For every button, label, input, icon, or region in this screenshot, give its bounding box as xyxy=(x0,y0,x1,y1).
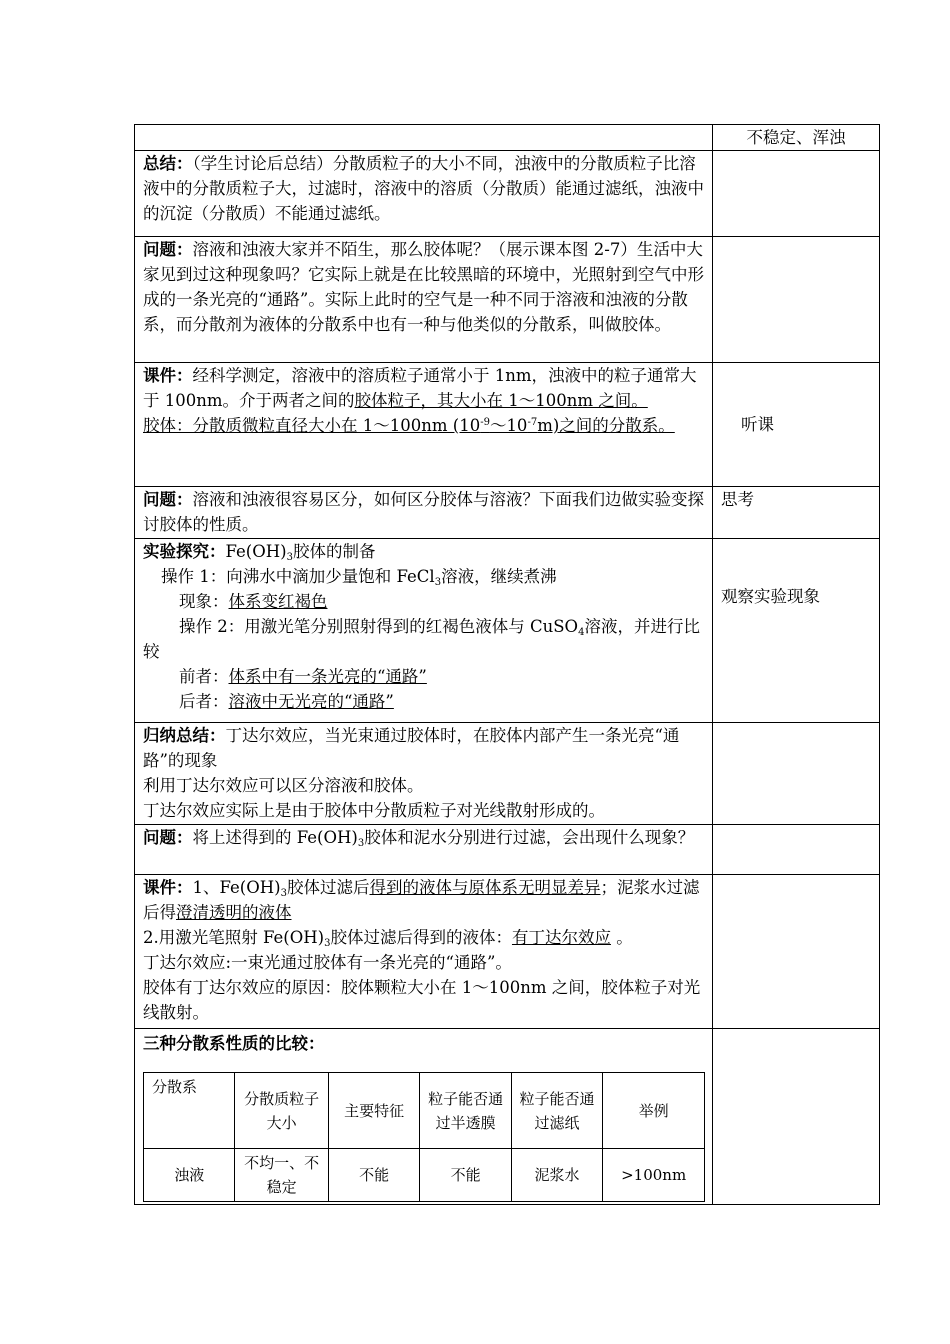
courseware-2-l1-b: 胶体过滤后 xyxy=(286,878,370,897)
row-experiment xyxy=(135,539,880,723)
experiment-title-b: 胶体的制备 xyxy=(292,542,376,561)
phenomenon-text: 体系变红褐色 xyxy=(228,592,328,611)
cell-suspension-example: >100nm xyxy=(603,1149,705,1202)
summary-label: 总结： xyxy=(143,154,193,173)
question-1-label: 问题： xyxy=(143,240,193,259)
latter-text: 溶液中无光亮的“通路” xyxy=(228,692,394,711)
courseware-2-l2-c: 。 xyxy=(610,928,633,947)
courseware-2-l1-a: 1、Fe(OH) xyxy=(192,878,281,897)
colloid-def-a: 胶体：分散质微粒直径大小在 1～100nm (10 xyxy=(143,416,481,435)
experiment-right xyxy=(713,539,880,723)
courseware-2-l2-b: 胶体过滤后得到的液体： xyxy=(330,928,512,947)
experiment-title-sub: 3 xyxy=(286,552,293,563)
row-summary xyxy=(135,151,880,237)
courseware-2-l1-u2: 澄清透明的液体 xyxy=(176,903,292,922)
observe-text: 观察实验现象 xyxy=(721,587,820,606)
courseware-2-label: 课件： xyxy=(143,878,193,897)
colloid-definition xyxy=(143,416,675,435)
question-1-right xyxy=(713,237,880,363)
row-comparison xyxy=(135,1029,880,1205)
courseware-2-cell xyxy=(135,875,713,1029)
comparison-row-suspension xyxy=(144,1149,705,1202)
comparison-cell xyxy=(135,1029,713,1205)
header-dispersion-system: 分散系 xyxy=(144,1073,235,1149)
operation-1-b: 溶液，继续煮沸 xyxy=(441,567,557,586)
operation-2-a: 操作 2：用激光笔分别照射得到的红褐色液体与 CuSO xyxy=(179,617,579,636)
courseware-2-right xyxy=(713,875,880,1029)
lesson-plan-table xyxy=(134,124,880,1205)
row-courseware-2 xyxy=(135,875,880,1029)
operation-2 xyxy=(143,614,704,664)
think-text: 思考 xyxy=(721,490,754,509)
header-main-feature: 主要特征 xyxy=(328,1073,419,1149)
comparison-table xyxy=(143,1072,705,1202)
header-semipermeable: 粒子能否通过半透膜 xyxy=(420,1073,511,1149)
courseware-2-l4: 胶体有丁达尔效应的原因：胶体颗粒大小在 1～100nm 之间，胶体粒子对光线散射。 xyxy=(143,978,701,1022)
experiment-label: 实验探究： xyxy=(143,542,226,561)
cell-suspension-semipermeable: 不能 xyxy=(420,1149,511,1202)
former-text: 体系中有一条光亮的“通路” xyxy=(228,667,427,686)
operation-2-b: 溶液，并进行比较 xyxy=(143,617,700,661)
courseware-2-l1-sub: 3 xyxy=(280,888,287,899)
conclusion-text-2: 利用丁达尔效应可以区分溶液和胶体。 xyxy=(143,776,424,795)
header-example: 举例 xyxy=(603,1073,705,1149)
operation-1-sub: 3 xyxy=(434,577,442,588)
colloid-def-sup-1: -9 xyxy=(480,417,490,428)
courseware-2-l2-sub: 3 xyxy=(324,938,331,949)
former-label: 前者： xyxy=(179,667,229,686)
courseware-1-underline-1: 胶体粒子，其大小在 1～100nm 之间。 xyxy=(354,391,648,410)
question-3-label: 问题： xyxy=(143,828,193,847)
question-2-text: 溶液和浊液很容易区分，如何区分胶体与溶液？下面我们边做实验变探讨胶体的性质。 xyxy=(143,490,704,534)
operation-2-sub: 4 xyxy=(578,627,585,638)
conclusion-label: 归纳总结： xyxy=(143,726,226,745)
row-question-2 xyxy=(135,487,880,539)
question-2-right xyxy=(713,487,880,539)
row-0-right xyxy=(713,125,880,151)
phenomenon-1 xyxy=(143,589,704,614)
row-0-right-text: 不稳定、浑浊 xyxy=(746,128,846,147)
cell-suspension: 浊液 xyxy=(144,1149,235,1202)
header-particle-size: 分散质粒子大小 xyxy=(235,1073,329,1149)
cell-suspension-filter: 泥浆水 xyxy=(511,1149,602,1202)
row-0-left xyxy=(135,125,713,151)
row-0 xyxy=(135,125,880,151)
question-3-sub: 3 xyxy=(357,838,365,849)
experiment-cell xyxy=(135,539,713,723)
operation-1 xyxy=(143,564,704,589)
colloid-def-sup-2: -7 xyxy=(527,417,538,428)
courseware-2-l2-u: 有丁达尔效应 xyxy=(511,928,611,947)
conclusion-cell xyxy=(135,723,713,825)
cell-suspension-size: 不均一、不稳定 xyxy=(235,1149,329,1202)
courseware-1-text: 经科学测定，溶液中的溶质粒子通常小于 1nm，浊液中的粒子通常大于 100nm。介于两者之间的 xyxy=(143,366,697,410)
question-3-right xyxy=(713,825,880,875)
conclusion-right xyxy=(713,723,880,825)
phenomenon-label: 现象： xyxy=(179,592,229,611)
row-question-1 xyxy=(135,237,880,363)
colloid-def-b: ～10 xyxy=(489,416,528,435)
courseware-1-cell xyxy=(135,363,713,487)
courseware-2-l1-u: 得到的液体与原体系无明显差异 xyxy=(369,878,601,897)
courseware-2-l3: 丁达尔效应:一束光通过胶体有一条光亮的“通路”。 xyxy=(143,953,512,972)
colloid-def-c: m)之间的分散系。 xyxy=(537,416,675,435)
experiment-title-a: Fe(OH) xyxy=(225,542,287,561)
courseware-2-l1-c: ；泥浆水过滤后得 xyxy=(143,878,700,922)
row-courseware-1 xyxy=(135,363,880,487)
courseware-1-right xyxy=(713,363,880,487)
question-3-a: 将上述得到的 Fe(OH) xyxy=(192,828,358,847)
latter-label: 后者： xyxy=(179,692,229,711)
comparison-right xyxy=(713,1029,880,1205)
summary-text: （学生讨论后总结）分散质粒子的大小不同，浊液中的分散质粒子比溶液中的分散质粒子大，过滤时，溶液中的溶质（分散质）能通过滤纸，浊液中的沉淀（分散质）不能通过滤纸。 xyxy=(143,154,704,223)
row-question-3 xyxy=(135,825,880,875)
courseware-1-label: 课件： xyxy=(143,366,193,385)
comparison-header-row xyxy=(144,1073,705,1149)
former-result xyxy=(143,664,704,689)
operation-1-a: 操作 1：向沸水中滴加少量饱和 FeCl xyxy=(161,567,435,586)
summary-right xyxy=(713,151,880,237)
header-filter-paper: 粒子能否通过滤纸 xyxy=(511,1073,602,1149)
conclusion-text-1: 丁达尔效应，当光束通过胶体时，在胶体内部产生一条光亮“通路”的现象 xyxy=(143,726,680,770)
row-conclusion xyxy=(135,723,880,825)
listen-text: 听课 xyxy=(741,415,774,434)
courseware-2-l2-a: 2.用激光笔照射 Fe(OH) xyxy=(143,928,325,947)
question-1-text: 溶液和浊液大家并不陌生，那么胶体呢？（展示课本图 2-7）生活中大家见到过这种现象吗？它实际上就是在比较黑暗的环境中，光照射到空气中形成的一条光亮的“通路”。实际上此时的空气是一种不同于溶液和浊液的分散系，而分散剂为液体的分散系中也有一种与他类似的分散系，叫做胶体。 xyxy=(143,240,704,334)
latter-result xyxy=(143,689,704,714)
comparison-title: 三种分散系性质的比较： xyxy=(143,1034,325,1053)
cell-suspension-feature: 不能 xyxy=(328,1149,419,1202)
question-2-cell xyxy=(135,487,713,539)
question-1-cell xyxy=(135,237,713,363)
question-2-label: 问题： xyxy=(143,490,193,509)
summary-cell xyxy=(135,151,713,237)
question-3-cell xyxy=(135,825,713,875)
conclusion-text-3: 丁达尔效应实际上是由于胶体中分散质粒子对光线散射形成的。 xyxy=(143,801,605,820)
question-3-b: 胶体和泥水分别进行过滤，会出现什么现象？ xyxy=(364,828,695,847)
